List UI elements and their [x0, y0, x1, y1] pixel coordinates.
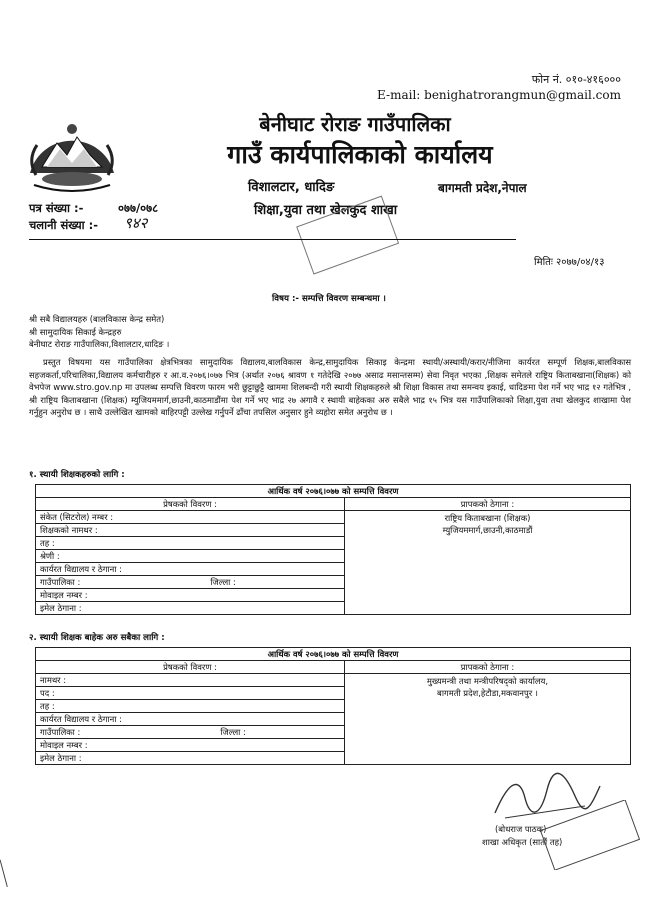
receiver-line: बागमती प्रदेश,हेटौडा,मकवानपुर । — [437, 688, 538, 698]
table-2-title: आर्थिक वर्ष २०७६।०७७ को सम्पत्ति विवरण — [36, 648, 631, 661]
recipient-line: श्री सबै विद्यालयहरु (बालविकास केन्द्र समेत) — [29, 314, 165, 324]
header-divider — [29, 239, 516, 240]
table-1-title: आर्थिक वर्ष २०७६।०७७ को सम्पत्ति विवरण — [36, 485, 631, 498]
nepal-emblem-icon — [22, 115, 122, 195]
district-label: जिल्ला : — [210, 577, 236, 587]
form-row-municipality — [36, 726, 345, 739]
receiver-line: मुख्यमन्त्री तथा मन्त्रीपरिषद्‌को कार्यालय, — [426, 676, 549, 686]
asset-form-table-2 — [35, 647, 631, 765]
district-label: जिल्ला : — [220, 727, 246, 737]
form-row: मोवाइल नम्बर : — [36, 739, 345, 752]
form-row: कार्यरत विद्यालय र ठेगाना : — [36, 563, 345, 576]
recipient-list — [29, 313, 169, 351]
form-row: कार्यरत विद्यालय र ठेगाना : — [36, 713, 345, 726]
asset-form-table-1 — [35, 484, 631, 615]
chalani-label: चलानी संख्या :- — [29, 218, 98, 232]
body-paragraph: प्रस्तुत विषयमा यस गाउँपालिका क्षेत्रभित्रका सामुदायिक विद्यालय,बालविकास केन्द्र,सामुदायिक सिकाइ केन्द्रमा स्थायी/अस्थायी/करार/नीजिमा कार्यरत सम्पूर्ण शिक्षक,बालविकास सहजकर्ता,परिचालिका,विद्यालय कर्मचारीहरु र आ.व.२०७६।०७७ भित्र (अर्थात २०७६ श्रावण १ गतेदेखि २०७७ असाढ मसान्तसम्म) सेवा निवृत भएका ,शिक्षक समेतले राष्ट्रिय किताबखाना(शिक्षक) को वेभपेज www.stro.gov.np मा उपलब्ध सम्पत्ति विवरण फारम भरी छुट्टाछुट्टै खाममा शिलबन्दी गरी स्थायी शिक्षकहरुले श्री शिक्षा विकास तथा समन्वय इकाई, धादिङमा पेश गर्ने भए भाद्र १२ गतेभित्र , श्री राष्ट्रिय किताबखाना (शिक्षक) म्युजियममार्ग,छाउनी,काठमाडौंमा पेश गर्ने भए भाद्र २७ अगावै र स्थायी बाहेकका अरु सबैले भाद्र १५ भित्र यस गाउँपालिकाको शिक्षा,युवा तथा खेलकुद शाखामा पेश गर्नुहुन अनुरोध छ । साथै उल्लेखित खामको बाहिरपट्टी उल्लेख गर्नुपर्ने ढाँचा तपसिल अनुसार हुने व्यहोरा समेत अनुरोध छ । — [29, 357, 631, 418]
section-1-heading: १. स्थायी शिक्षकहरुको लागि : — [29, 470, 125, 480]
form-row: श्रेणी : — [36, 550, 345, 563]
form-row: पद : — [36, 687, 345, 700]
form-row: संकेत (सिटरोल) नम्बर : — [36, 511, 345, 524]
form-row: तह : — [36, 537, 345, 550]
sender-header: प्रेषकको विवरण : — [36, 661, 345, 674]
margin-mark — [0, 857, 17, 887]
subject-line: विषय :- सम्पत्ति विवरण सम्बन्धमा । — [272, 294, 386, 304]
office-stamp — [293, 195, 403, 277]
signatory-designation: शाखा अधिकृत (सातौं तह) — [482, 837, 563, 847]
section-2-heading: २. स्थायी शिक्षक बाहेक अरु सबैका लागि : — [29, 633, 165, 643]
office-name: गाउँ कार्यपालिकाको कार्यालय — [227, 140, 493, 169]
receiver-line: राष्ट्रिय किताबखाना (शिक्षक) — [444, 513, 531, 523]
recipient-line: बेनीघाट रोराङ गाउँपालिका,विशालटार,धादिङ । — [29, 339, 170, 350]
phone-number: फोन नं. ०१०-४१६००० — [531, 73, 621, 86]
email-address: E-mail: benighatrorangmun@gmail.com — [377, 88, 621, 102]
form-row: शिक्षकको नामथर : — [36, 524, 345, 537]
sender-header: प्रेषकको विवरण : — [36, 498, 345, 511]
patra-number: ०७७/०७८ — [118, 201, 159, 215]
form-row: इमेल ठेगाना : — [36, 602, 345, 615]
letter-date: मितिः २०७७/०४/१३ — [534, 257, 605, 268]
receiver-line: म्युजियममार्ग,छाउनी,काठमाडौं — [442, 525, 533, 535]
signatory-name: (बोधराज पाठक) — [495, 824, 547, 834]
receiver-address — [345, 674, 631, 765]
patra-label: पत्र संख्या :- — [29, 201, 84, 215]
chalani-number: ९४२ — [124, 214, 148, 232]
receiver-header: प्रापकको ठेगाना : — [345, 661, 631, 674]
form-row-municipality — [36, 576, 345, 589]
recipient-line: श्री सामुदायिक सिकाई केन्द्रहरु — [29, 326, 122, 337]
officer-stamp — [505, 800, 645, 870]
municipality-label: गाउँपालिका : — [40, 727, 81, 737]
form-row: नामथर : — [36, 674, 345, 687]
form-row: इमेल ठेगाना : — [36, 752, 345, 765]
form-row: मोवाइल नम्बर : — [36, 589, 345, 602]
receiver-header: प्रापकको ठेगाना : — [345, 498, 631, 511]
receiver-address — [345, 511, 631, 615]
municipality-label: गाउँपालिका : — [40, 577, 81, 587]
province-address: बागमती प्रदेश,नेपाल — [438, 181, 527, 195]
municipality-name: बेनीघाट रोराङ गाउँपालिका — [259, 112, 451, 136]
office-address: विशालटार, धादिङ — [248, 180, 335, 195]
form-row: तह : — [36, 700, 345, 713]
branch-name: शिक्षा,युवा तथा खेलकुद शाखा — [254, 203, 398, 218]
